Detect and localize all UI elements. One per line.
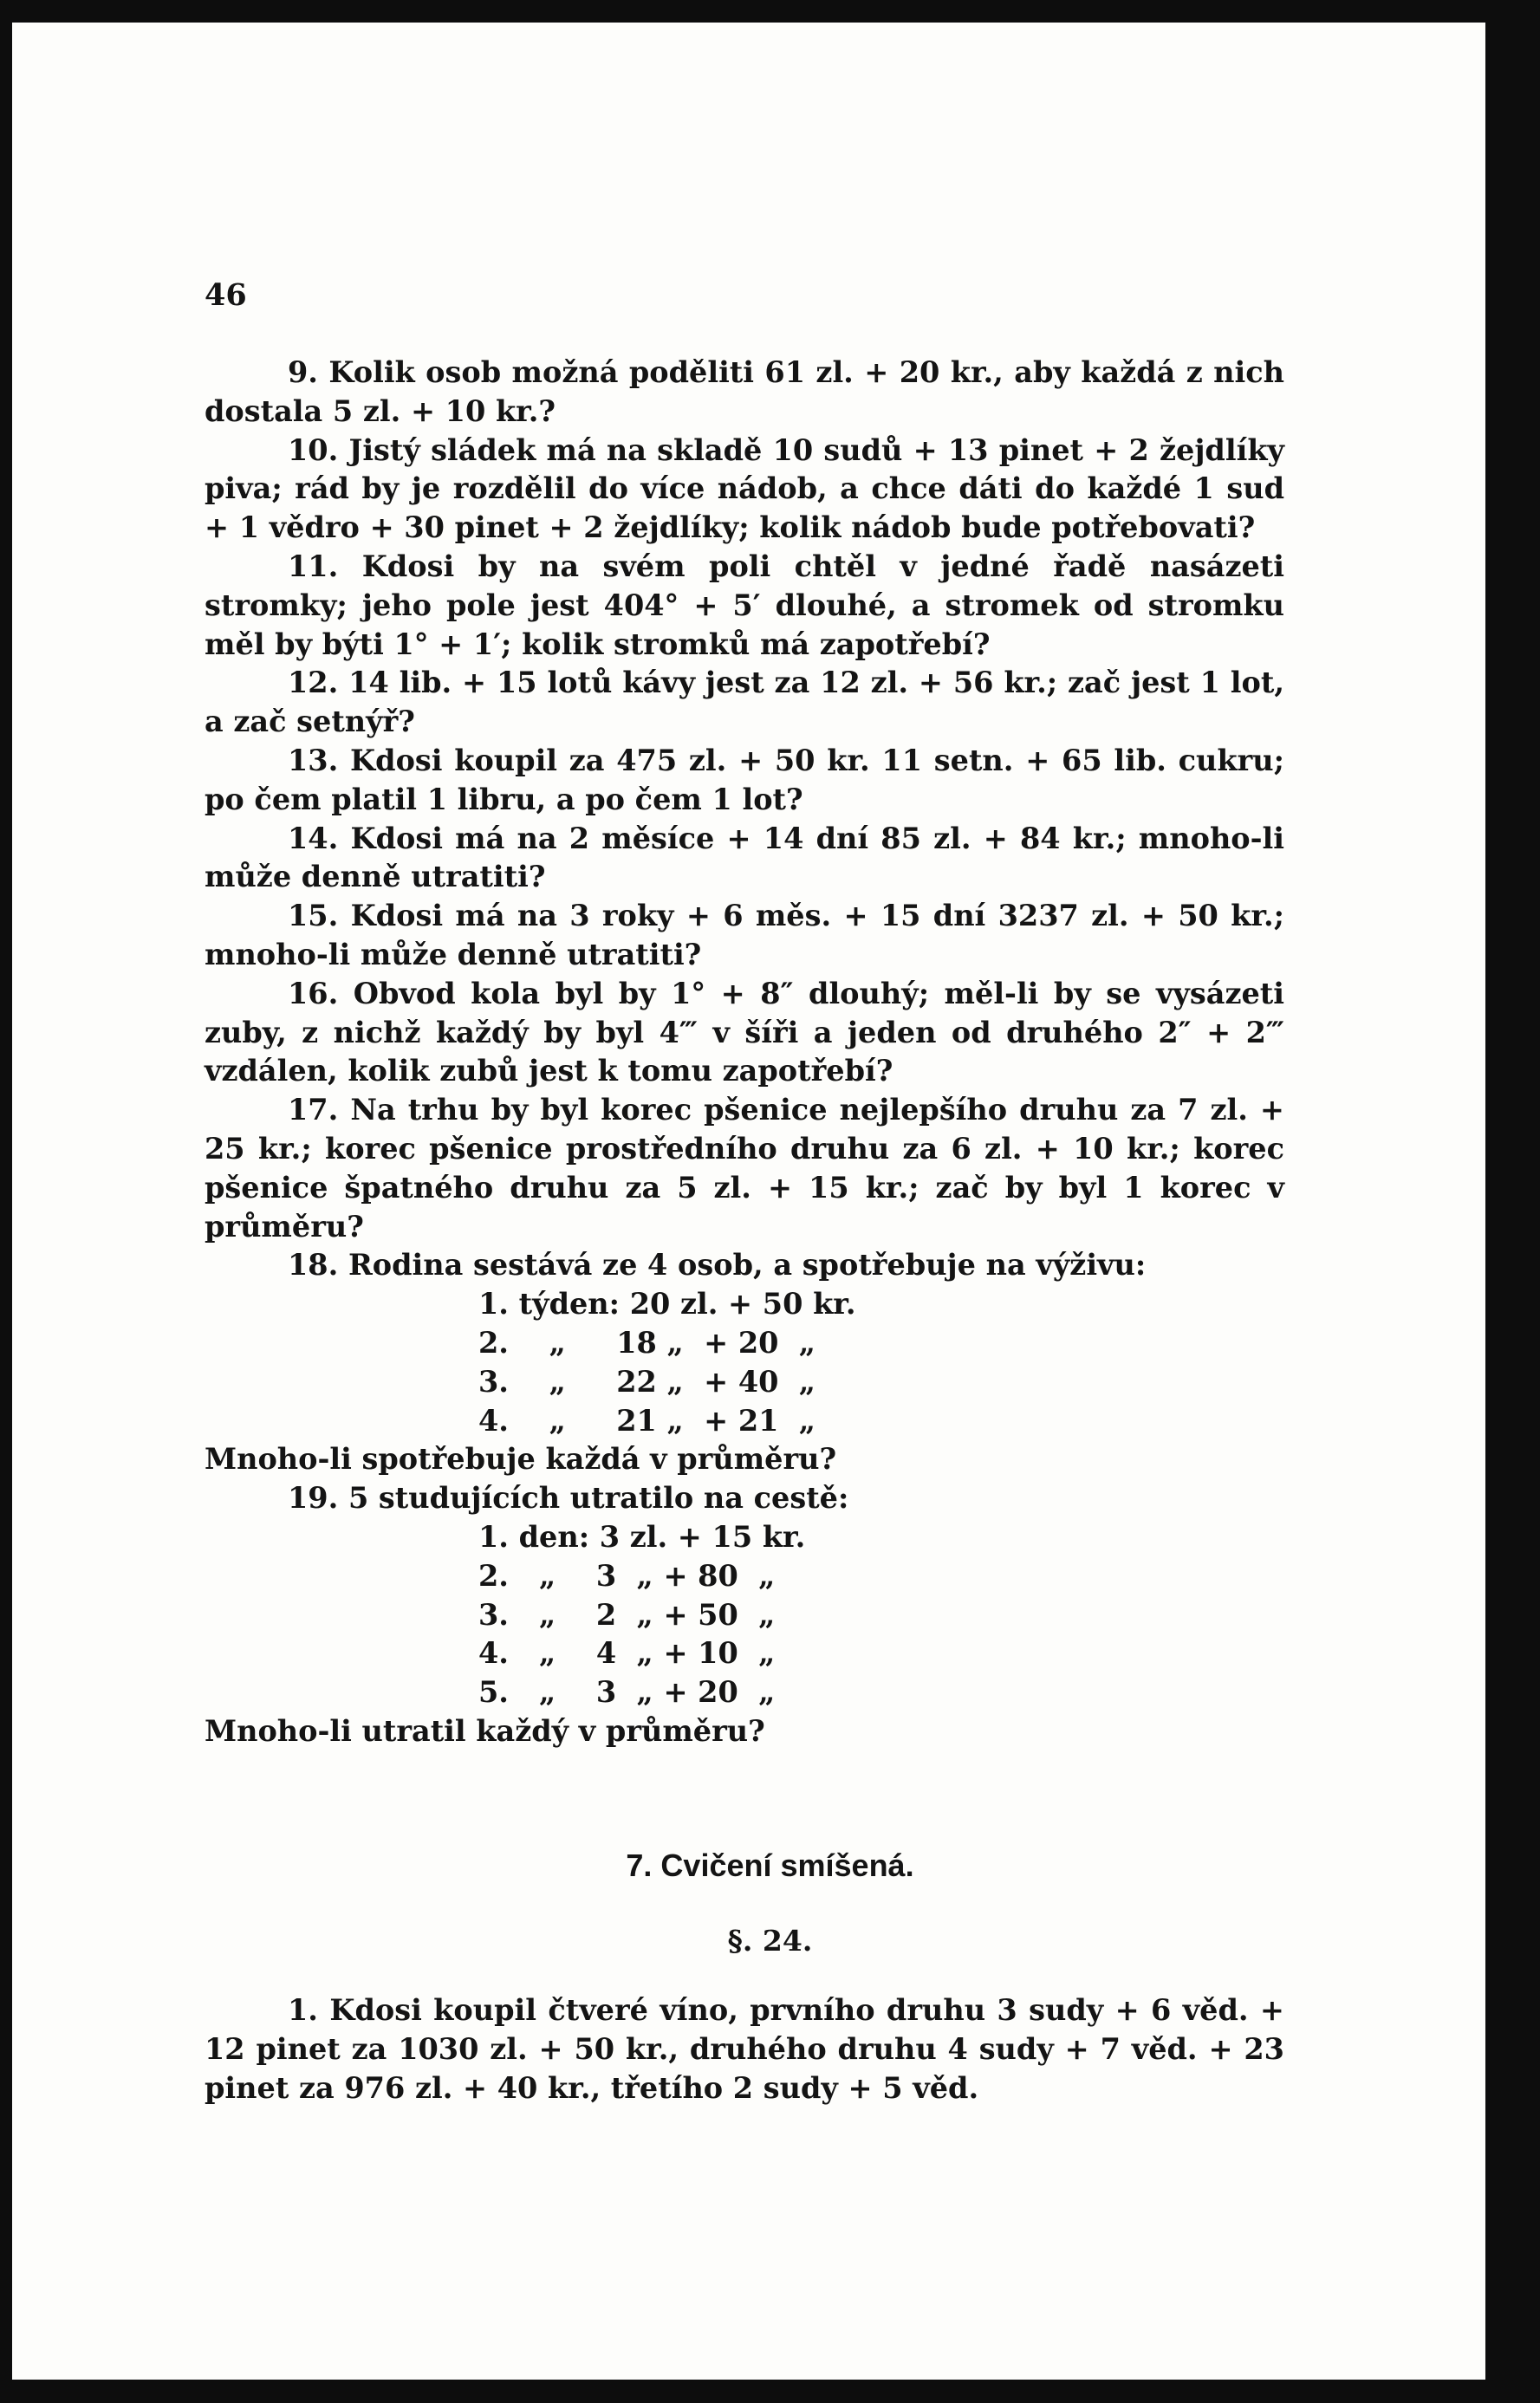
problem-16: 16. Obvod kola byl by 1° + 8″ dlouhý; měl-li by se vysázeti zuby, z nichž každý by byl 4‴ v šíři a jeden od druhého 2″ + 2‴ vzdálen, kolik zubů jest k tomu zapotřebí? [205, 976, 1284, 1088]
paragraph-number: §. 24. [727, 1924, 813, 1958]
problem-12: 12. 14 lib. + 15 lotů kávy jest za 12 zl. + 56 kr.; zač jest 1 lot, a zač setnýř? [205, 666, 1284, 739]
problem-19-row: 3. „ 2 „ + 50 „ [478, 1597, 776, 1632]
problem-19-question: Mnoho-li utratil každý v průměru? [205, 1713, 765, 1748]
mixed-exercises [205, 1991, 1284, 2107]
problem-18-intro: 18. Rodina sestává ze 4 osob, a spotřebuje na výživu: [288, 1248, 1147, 1283]
problem-list-a [205, 354, 1284, 1751]
problem-19-intro: 19. 5 studujících utratilo na cestě: [288, 1481, 849, 1516]
problem-19-row: 1. den: 3 zl. + 15 kr. [478, 1519, 806, 1554]
problem-18-row: 2. „ 18 „ + 20 „ [478, 1325, 816, 1360]
problem-10: 10. Jistý sládek má na skladě 10 sudů + 13 pinet + 2 žejdlíky piva; rád by je rozdělil do více nádob, a chce dáti do každé 1 sud + 1 vědro + 30 pinet + 2 žejdlíky; kolik nádob bude potřebovati? [205, 432, 1284, 545]
problem-19-row: 2. „ 3 „ + 80 „ [478, 1558, 776, 1593]
page-number: 46 [205, 277, 247, 313]
problem-9: 9. Kolik osob možná poděliti 61 zl. + 20 kr., aby každá z nich dostala 5 zl. + 10 kr.? [205, 355, 1284, 428]
problem-18-question: Mnoho-li spotřebuje každá v průměru? [205, 1442, 837, 1477]
problem-17: 17. Na trhu by byl korec pšenice nejlepšího druhu za 7 zl. + 25 kr.; korec pšenice prostředního druhu za 6 zl. + 10 kr.; korec pšenice špatného druhu za 5 zl. + 15 kr.; zač by byl 1 korec v průměru? [205, 1093, 1284, 1244]
problem-19-row: 5. „ 3 „ + 20 „ [478, 1675, 776, 1710]
problem-14: 14. Kdosi má na 2 měsíce + 14 dní 85 zl. + 84 kr.; mnoho-li může denně utratiti? [205, 821, 1284, 894]
problem-13: 13. Kdosi koupil za 475 zl. + 50 kr. 11 setn. + 65 lib. cukru; po čem platil 1 libru, a po čem 1 lot? [205, 743, 1284, 816]
section-title: 7. Cvičení smíšená. [626, 1848, 914, 1883]
problem-18-row: 3. „ 22 „ + 40 „ [478, 1364, 816, 1399]
mixed-problem-1: 1. Kdosi koupil čtveré víno, prvního druhu 3 sudy + 6 věd. + 12 pinet za 1030 zl. + 50 kr., druhého druhu 4 sudy + 7 věd. + 23 pinet za 976 zl. + 40 kr., třetího 2 sudy + 5 věd. [205, 1993, 1284, 2105]
problem-19-row: 4. „ 4 „ + 10 „ [478, 1636, 776, 1671]
problem-11: 11. Kdosi by na svém poli chtěl v jedné řadě nasázeti stromky; jeho pole jest 404° + 5′ dlouhé, a stromek od stromku měl by býti 1° + 1′; kolik stromků má zapotřebí? [205, 549, 1284, 661]
problem-18-row: 1. týden: 20 zl. + 50 kr. [478, 1287, 856, 1322]
problem-15: 15. Kdosi má na 3 roky + 6 měs. + 15 dní 3237 zl. + 50 kr.; mnoho-li může denně utratiti? [205, 899, 1284, 971]
problem-18-row: 4. „ 21 „ + 21 „ [478, 1403, 816, 1438]
